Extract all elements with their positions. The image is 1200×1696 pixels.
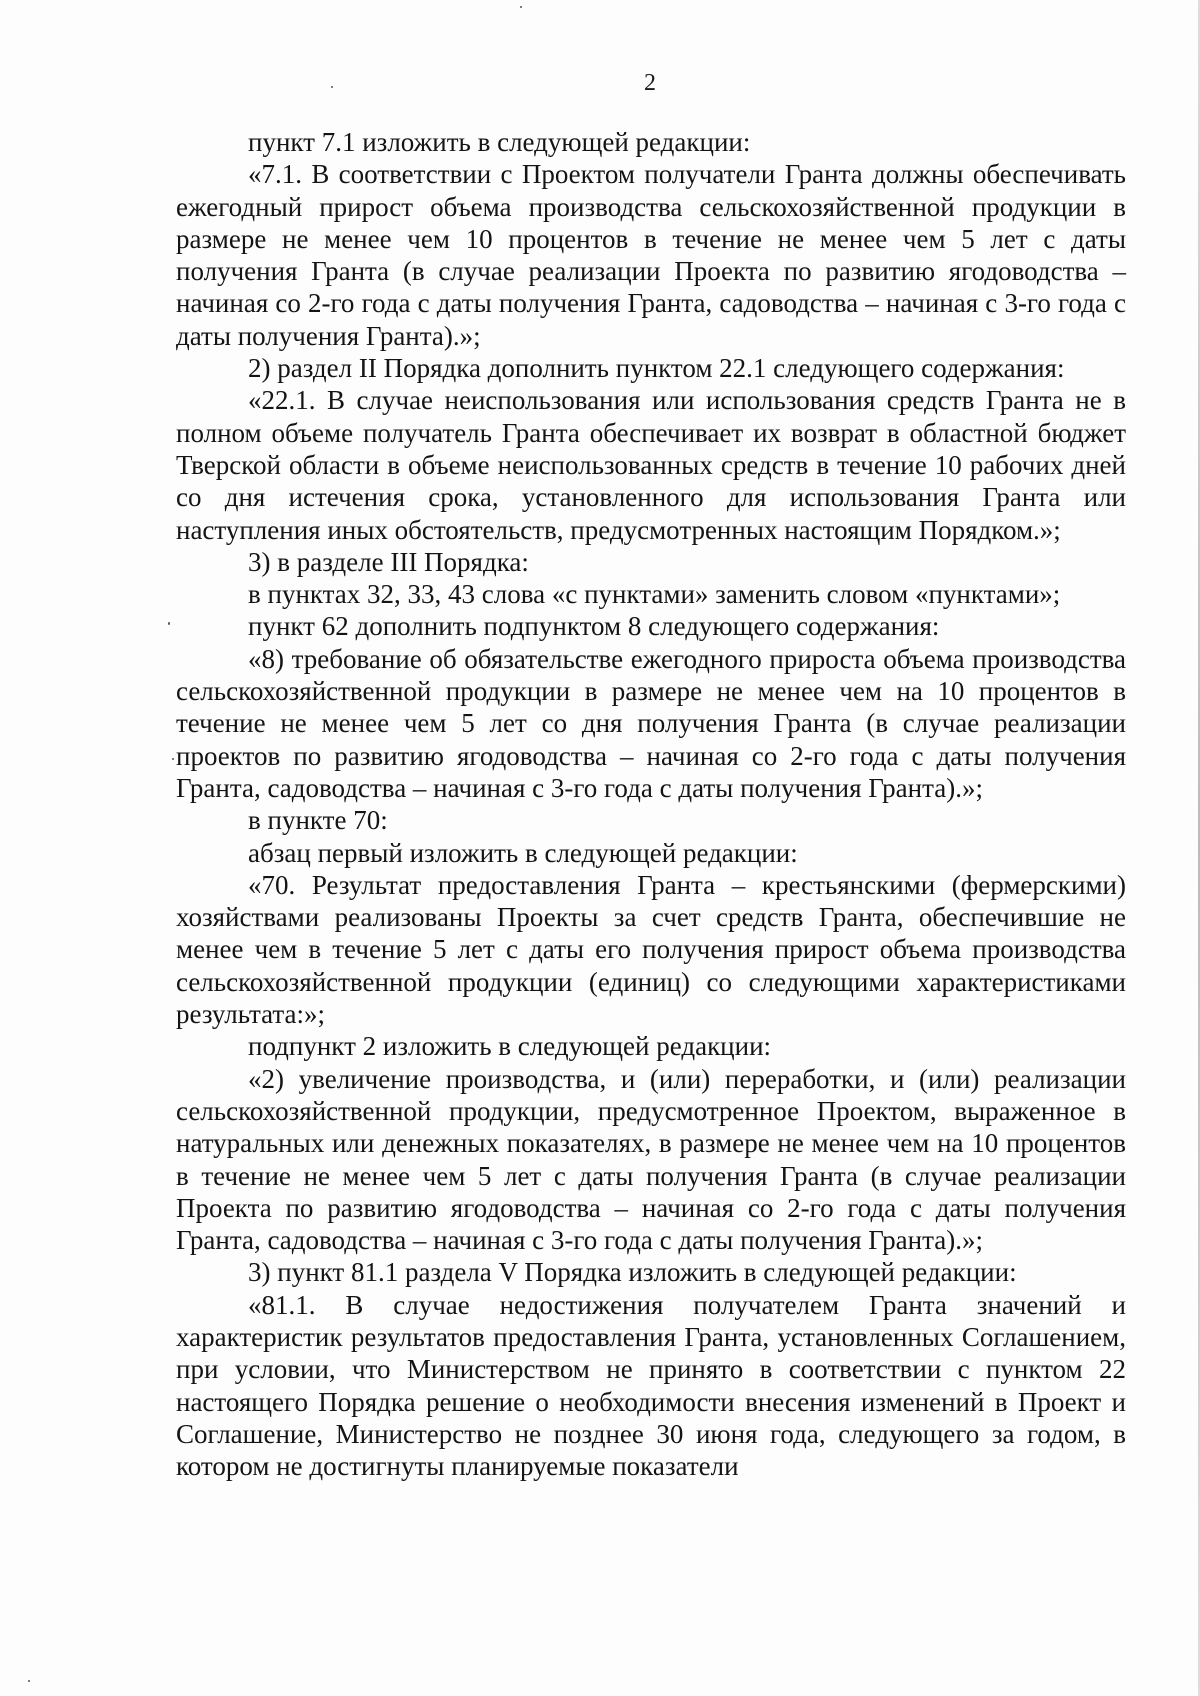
page-number: 2	[644, 70, 656, 96]
paragraph: 2) раздел II Порядка дополнить пунктом 22.1 следующего содержания:	[248, 353, 1065, 384]
scan-speck	[172, 758, 174, 760]
paragraph: 3) в разделе III Порядка:	[248, 546, 529, 577]
paragraph: «22.1. В случае неиспользования или использования средств Гранта не в полном объеме получатель Гранта обеспечивает их возврат в областной бюджет Тверской области в объеме неиспользованных средств в течение 10 рабочих дней со дня истечения срока, установленного для использования Гранта или наступления иных обстоятельств, предусмотренных настоящим Порядком.»;	[176, 385, 1126, 545]
paragraph: 3) пункт 81.1 раздела V Порядка изложить в следующей редакции:	[248, 1257, 1017, 1288]
scan-speck	[520, 6, 522, 8]
paragraph: подпункт 2 изложить в следующей редакции:	[248, 1031, 772, 1062]
paragraph: в пункте 70:	[248, 805, 388, 836]
scan-speck	[168, 622, 170, 625]
paragraph: в пунктах 32, 33, 43 слова «с пунктами» заменить словом «пунктами»;	[248, 579, 1061, 610]
paragraph: абзац первый изложить в следующей редакции:	[248, 837, 798, 868]
paragraph: «2) увеличение производства, и (или) переработки, и (или) реализации сельскохозяйственной продукции, предусмотренное Проектом, выраженное в натуральных или денежных показателях, в размере не менее чем на 10 процентов в течение не менее чем 5 лет с даты получения Гранта (в случае реализации Проекта по развитию ягодоводства – начиная со 2-го года с даты получения Гранта, садоводства – начиная с 3-го года с даты получения Гранта).»;	[176, 1063, 1126, 1256]
document-body	[176, 126, 1126, 1482]
paragraph: «8) требование об обязательстве ежегодного прироста объема производства сельскохозяйственной продукции в размере не менее чем на 10 процентов в течение не менее чем 5 лет со дня получения Гранта (в случае реализации проектов по развитию ягодоводства – начиная со 2-го года с даты получения Гранта, садоводства – начиная с 3-го года с даты получения Гранта).»;	[176, 643, 1126, 803]
paragraph: пункт 62 дополнить подпунктом 8 следующего содержания:	[248, 611, 940, 642]
paragraph: «70. Результат предоставления Гранта – крестьянскими (фермерскими) хозяйствами реализованы Проекты за счет средств Гранта, обеспечившие не менее чем в течение 5 лет с даты его получения прирост объема производства сельскохозяйственной продукции (единиц) со следующими характеристиками результата:»;	[176, 869, 1126, 1030]
paragraph: «7.1. В соответствии с Проектом получатели Гранта должны обеспечивать ежегодный прирост объема производства сельскохозяйственной продукции в размере не менее чем 10 процентов в течение не менее чем 5 лет с даты получения Гранта (в случае реализации Проекта по развитию ягодоводства – начиная со 2-го года с даты получения Гранта, садоводства – начиная с 3-го года с даты получения Гранта).»;	[176, 159, 1126, 351]
paragraph: пункт 7.1 изложить в следующей редакции:	[248, 127, 751, 157]
paragraph: «81.1. В случае недостижения получателем Гранта значений и характеристик результатов предоставления Гранта, установленных Соглашением, при условии, что Министерством не принято в соответствии с пунктом 22 настоящего Порядка решение о необходимости внесения изменений в Проект и Соглашение, Министерство не позднее 30 июня года, следующего за годом, в котором не достигнуты планируемые показатели	[176, 1289, 1126, 1482]
scan-speck	[28, 1680, 30, 1682]
